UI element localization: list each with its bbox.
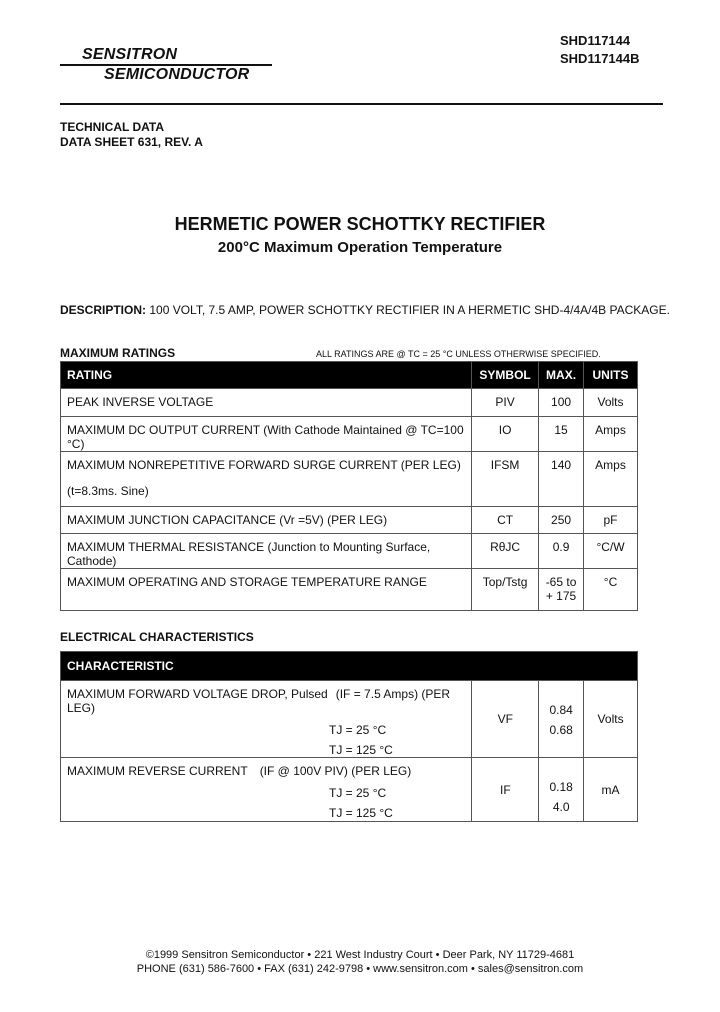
units-cell: pF: [603, 513, 618, 527]
characteristic-condition: (IF = 7.5 Amps) (PER LEG): [67, 687, 451, 715]
page-subtitle: 200°C Maximum Operation Temperature: [217, 239, 503, 256]
units-cell: °C: [603, 575, 618, 589]
temp-cell: TJ = 25 °C: [329, 786, 387, 800]
rating-cell: MAXIMUM NONREPETITIVE FORWARD SURGE CURRENT (PER LEG): [67, 458, 461, 472]
company-name-line2: SEMICONDUCTOR: [104, 66, 250, 83]
symbol-cell: IO: [498, 423, 512, 437]
units-cell: Volts: [597, 395, 624, 409]
rating-cell: MAXIMUM THERMAL RESISTANCE (Junction to Mounting Surface, Cathode): [67, 540, 431, 568]
max-ratings-table: [60, 361, 638, 611]
table-row: [61, 452, 638, 507]
units-cell: Amps: [595, 458, 626, 472]
description-text: 100 VOLT, 7.5 AMP, POWER SCHOTTKY RECTIFIER IN A HERMETIC SHD-4/4A/4B PACKAGE.: [146, 303, 670, 317]
max-cell: -65 to: [545, 575, 577, 589]
max-cell: 15: [554, 423, 568, 437]
characteristic-condition: (IF @ 100V PIV) (PER LEG): [259, 764, 412, 778]
part-number-1: SHD117144: [560, 33, 631, 48]
rating-cell: MAXIMUM OPERATING AND STORAGE TEMPERATURE RANGE: [67, 575, 427, 589]
symbol-cell: CT: [497, 513, 514, 527]
table-row: [61, 389, 638, 417]
characteristic-cell: [61, 758, 471, 778]
table-row: [61, 534, 638, 569]
description-label: DESCRIPTION:: [60, 303, 147, 317]
rating-cell: PEAK INVERSE VOLTAGE: [67, 395, 214, 409]
table-row: [61, 569, 638, 611]
symbol-cell: VF: [472, 681, 539, 758]
characteristic-name: MAXIMUM REVERSE CURRENT: [67, 764, 248, 778]
temp-cell: TJ = 125 °C: [329, 806, 393, 820]
table-header-row: [61, 652, 638, 681]
symbol-cell: PIV: [495, 395, 515, 409]
col-symbol: SYMBOL: [472, 362, 539, 389]
col-max: MAX.: [539, 362, 584, 389]
units-cell: Volts: [584, 681, 638, 758]
temp-cell: TJ = 25 °C: [329, 723, 387, 737]
header-rule: [60, 103, 663, 105]
technical-data-label: TECHNICAL DATA: [60, 120, 164, 134]
rating-cell: MAXIMUM JUNCTION CAPACITANCE (Vr =5V) (PER LEG): [67, 513, 388, 527]
max-cell: 250: [551, 513, 572, 527]
value-cell: 0.68: [549, 723, 573, 737]
max-cell: 100: [551, 395, 572, 409]
symbol-cell: RθJC: [490, 540, 521, 554]
max-cell-2: + 175: [545, 589, 577, 603]
characteristic-name: MAXIMUM FORWARD VOLTAGE DROP, Pulsed: [67, 687, 328, 701]
units-cell: mA: [584, 758, 638, 822]
page-title: HERMETIC POWER SCHOTTKY RECTIFIER: [174, 214, 546, 234]
value-cell: 0.18: [549, 780, 573, 794]
table-row: [61, 681, 638, 758]
table-row: [61, 758, 638, 822]
value-cell: 0.84: [549, 703, 573, 717]
rating-cell-note: (t=8.3ms. Sine): [67, 484, 149, 498]
footer-address: ©1999 Sensitron Semiconductor • 221 West Industry Court • Deer Park, NY 11729-4681: [145, 949, 575, 961]
value-cell: 4.0: [552, 800, 570, 814]
company-name-line1: SENSITRON: [82, 46, 178, 63]
electrical-heading: ELECTRICAL CHARACTERISTICS: [60, 630, 254, 644]
max-cell: 0.9: [552, 540, 570, 554]
rating-cell: MAXIMUM DC OUTPUT CURRENT (With Cathode Maintained @ TC=100 °C): [67, 423, 464, 451]
col-characteristic: CHARACTERISTIC: [61, 652, 638, 681]
data-sheet-label: DATA SHEET 631, REV. A: [60, 135, 203, 149]
description: [60, 303, 670, 317]
max-ratings-note: ALL RATINGS ARE @ TC = 25 °C UNLESS OTHERWISE SPECIFIED.: [316, 349, 601, 359]
col-units: UNITS: [584, 362, 638, 389]
temp-cell: TJ = 125 °C: [329, 743, 393, 757]
electrical-table: [60, 651, 638, 822]
part-number-2: SHD117144B: [560, 51, 640, 66]
table-header-row: [61, 362, 638, 389]
max-ratings-heading: MAXIMUM RATINGS: [60, 346, 176, 360]
units-cell: Amps: [595, 423, 626, 437]
table-row: [61, 417, 638, 452]
characteristic-cell: [61, 681, 471, 715]
max-cell: 140: [551, 458, 572, 472]
col-rating: RATING: [61, 362, 472, 389]
symbol-cell: IF: [472, 758, 539, 822]
symbol-cell: Top/Tstg: [482, 575, 528, 589]
footer-contact: PHONE (631) 586-7600 • FAX (631) 242-9798 • www.sensitron.com • sales@sensitron.com: [136, 963, 584, 975]
table-row: [61, 507, 638, 534]
units-cell: °C/W: [596, 540, 625, 554]
symbol-cell: IFSM: [490, 458, 520, 472]
